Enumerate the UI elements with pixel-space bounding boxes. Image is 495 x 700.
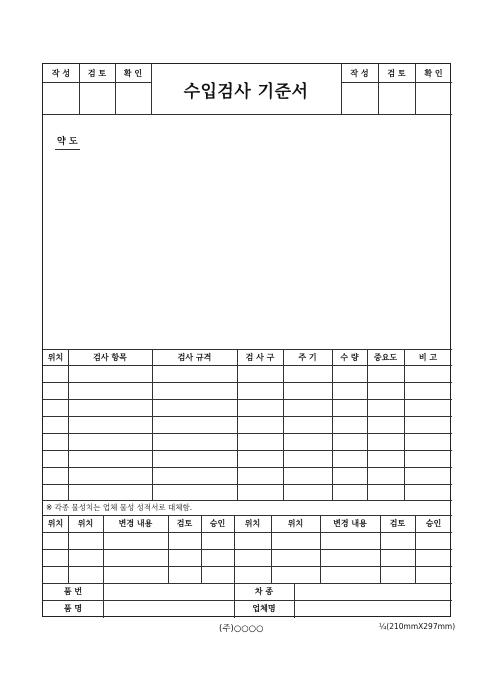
approval-left-divider — [43, 82, 151, 83]
change-col-approve-2: 승인 — [425, 519, 442, 528]
col-position: 위치 — [47, 352, 64, 362]
paper-size-text: (210mmX297mm) — [386, 622, 456, 631]
material-note: ※ 각종 물성치는 업체 물성 성적서로 대체함. — [46, 503, 193, 512]
col-inspection-tool: 검 사 구 — [245, 352, 275, 362]
col-inspection-spec: 검사 규격 — [177, 352, 212, 362]
change-col-position-2: 위치 — [77, 519, 94, 528]
approval-right-review: 검 토 — [387, 68, 406, 78]
approval-right-write: 작 성 — [350, 68, 369, 78]
approval-left-confirm: 확 인 — [123, 68, 143, 78]
col-cycle: 주 기 — [298, 352, 317, 362]
change-col-approve-1: 승인 — [209, 519, 226, 528]
col-quantity: 수 량 — [340, 352, 359, 362]
part-name-label: 품 명 — [63, 604, 83, 613]
change-col-content-1: 변경 내용 — [118, 519, 153, 528]
document-frame — [42, 63, 451, 617]
document-title: 수입검사 기준서 — [183, 81, 309, 102]
col-remarks: 비 고 — [418, 352, 438, 362]
col-inspection-item: 검사 항목 — [93, 352, 127, 362]
paper-size-icon: ¼ — [379, 622, 387, 631]
change-col-review-2: 검토 — [389, 519, 406, 528]
approval-right-confirm: 확 인 — [424, 68, 443, 78]
footer-company: (주)○○○○ — [219, 624, 264, 634]
company-label: 업체명 — [252, 604, 276, 613]
approval-left-write: 작 성 — [51, 68, 71, 78]
header-bottom-line — [43, 114, 452, 115]
vehicle-label: 차 종 — [254, 587, 274, 596]
approval-left-review: 검 토 — [87, 68, 107, 78]
change-col-content-2: 변경 내용 — [333, 519, 367, 528]
part-number-label: 품 번 — [63, 587, 83, 596]
change-col-position-4: 위치 — [287, 519, 304, 528]
footer-paper-size — [379, 622, 455, 631]
change-col-position-1: 위치 — [47, 519, 64, 528]
approval-right-divider — [341, 82, 452, 83]
change-col-review-1: 검토 — [176, 519, 193, 528]
change-col-position-3: 위치 — [244, 519, 261, 528]
sketch-label: 약 도 — [55, 134, 80, 150]
col-importance: 중요도 — [373, 352, 398, 362]
